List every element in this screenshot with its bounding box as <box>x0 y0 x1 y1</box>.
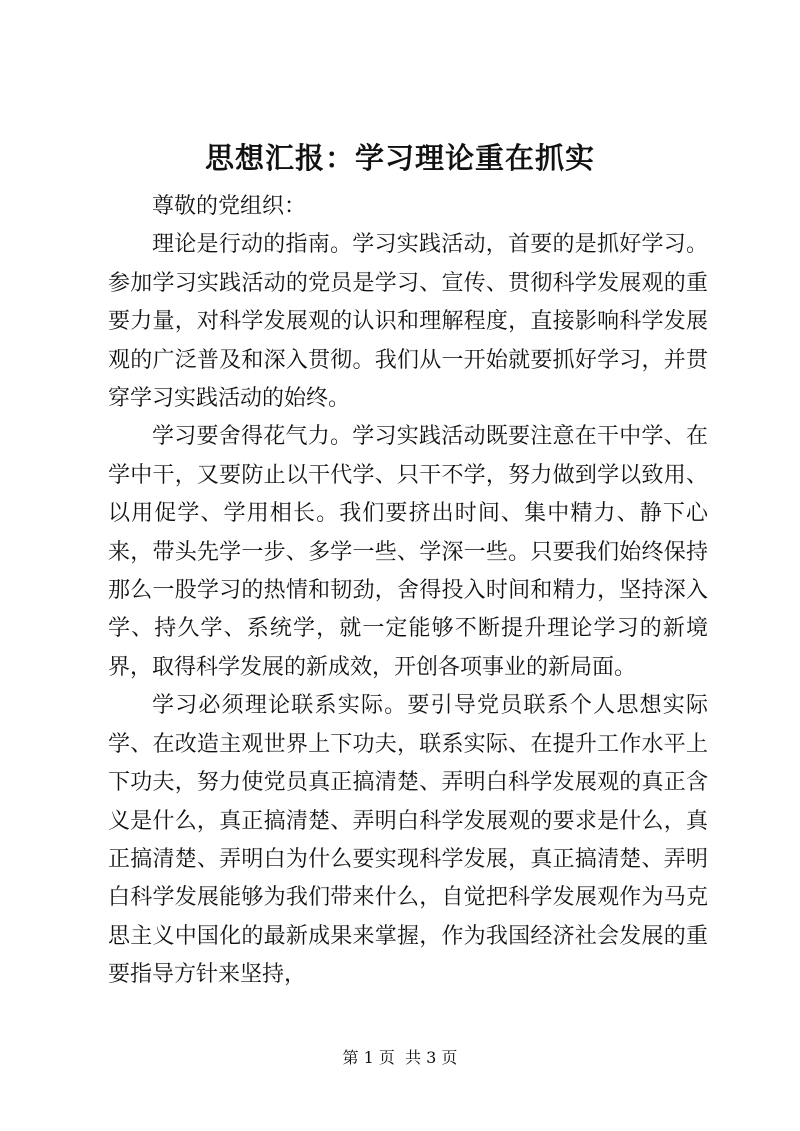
document-title: 思想汇报：学习理论重在抓实 <box>204 141 595 175</box>
paragraph-2: 学习要舍得花气力。学习实践活动既要注意在干中学、在学中干，又要防止以干代学、只干不学，努力做到学以致用、以用促学、学用相长。我们要挤出时间、集中精力、静下心来，带头先学一步、多学一些、学深一些。只要我们始终保持那么一股学习的热情和韧劲，舍得投入时间和精力，坚持深入学、持久学、系统学，就一定能够不断提升理论学习的新境界，取得科学发展的新成效，开创各项事业的新局面。 <box>108 424 708 680</box>
paragraph-3: 学习必须理论联系实际。要引导党员联系个人思想实际学、在改造主观世界上下功夫，联系实际、在提升工作水平上下功夫，努力使党员真正搞清楚、弄明白科学发展观的真正含义是什么，真正搞清楚、弄明白科学发展观的要求是什么，真正搞清楚、弄明白为什么要实现科学发展，真正搞清楚、弄明白科学发展能够为我们带来什么，自觉把科学发展观作为马克思主义中国化的最新成果来掌握，作为我国经济社会发展的重要指导方针来坚持， <box>108 693 708 988</box>
salutation: 尊敬的党组织： <box>152 194 307 219</box>
document-body <box>108 188 708 995</box>
page-number-label: 第 1 页 共 3 页 <box>342 1048 458 1067</box>
page-footer <box>0 1047 800 1069</box>
paragraph-1: 理论是行动的指南。学习实践活动，首要的是抓好学习。参加学习实践活动的党员是学习、宣传、贯彻科学发展观的重要力量，对科学发展观的认识和理解程度，直接影响科学发展观的广泛普及和深入贯彻。我们从一开始就要抓好学习，并贯穿学习实践活动的始终。 <box>108 232 708 412</box>
